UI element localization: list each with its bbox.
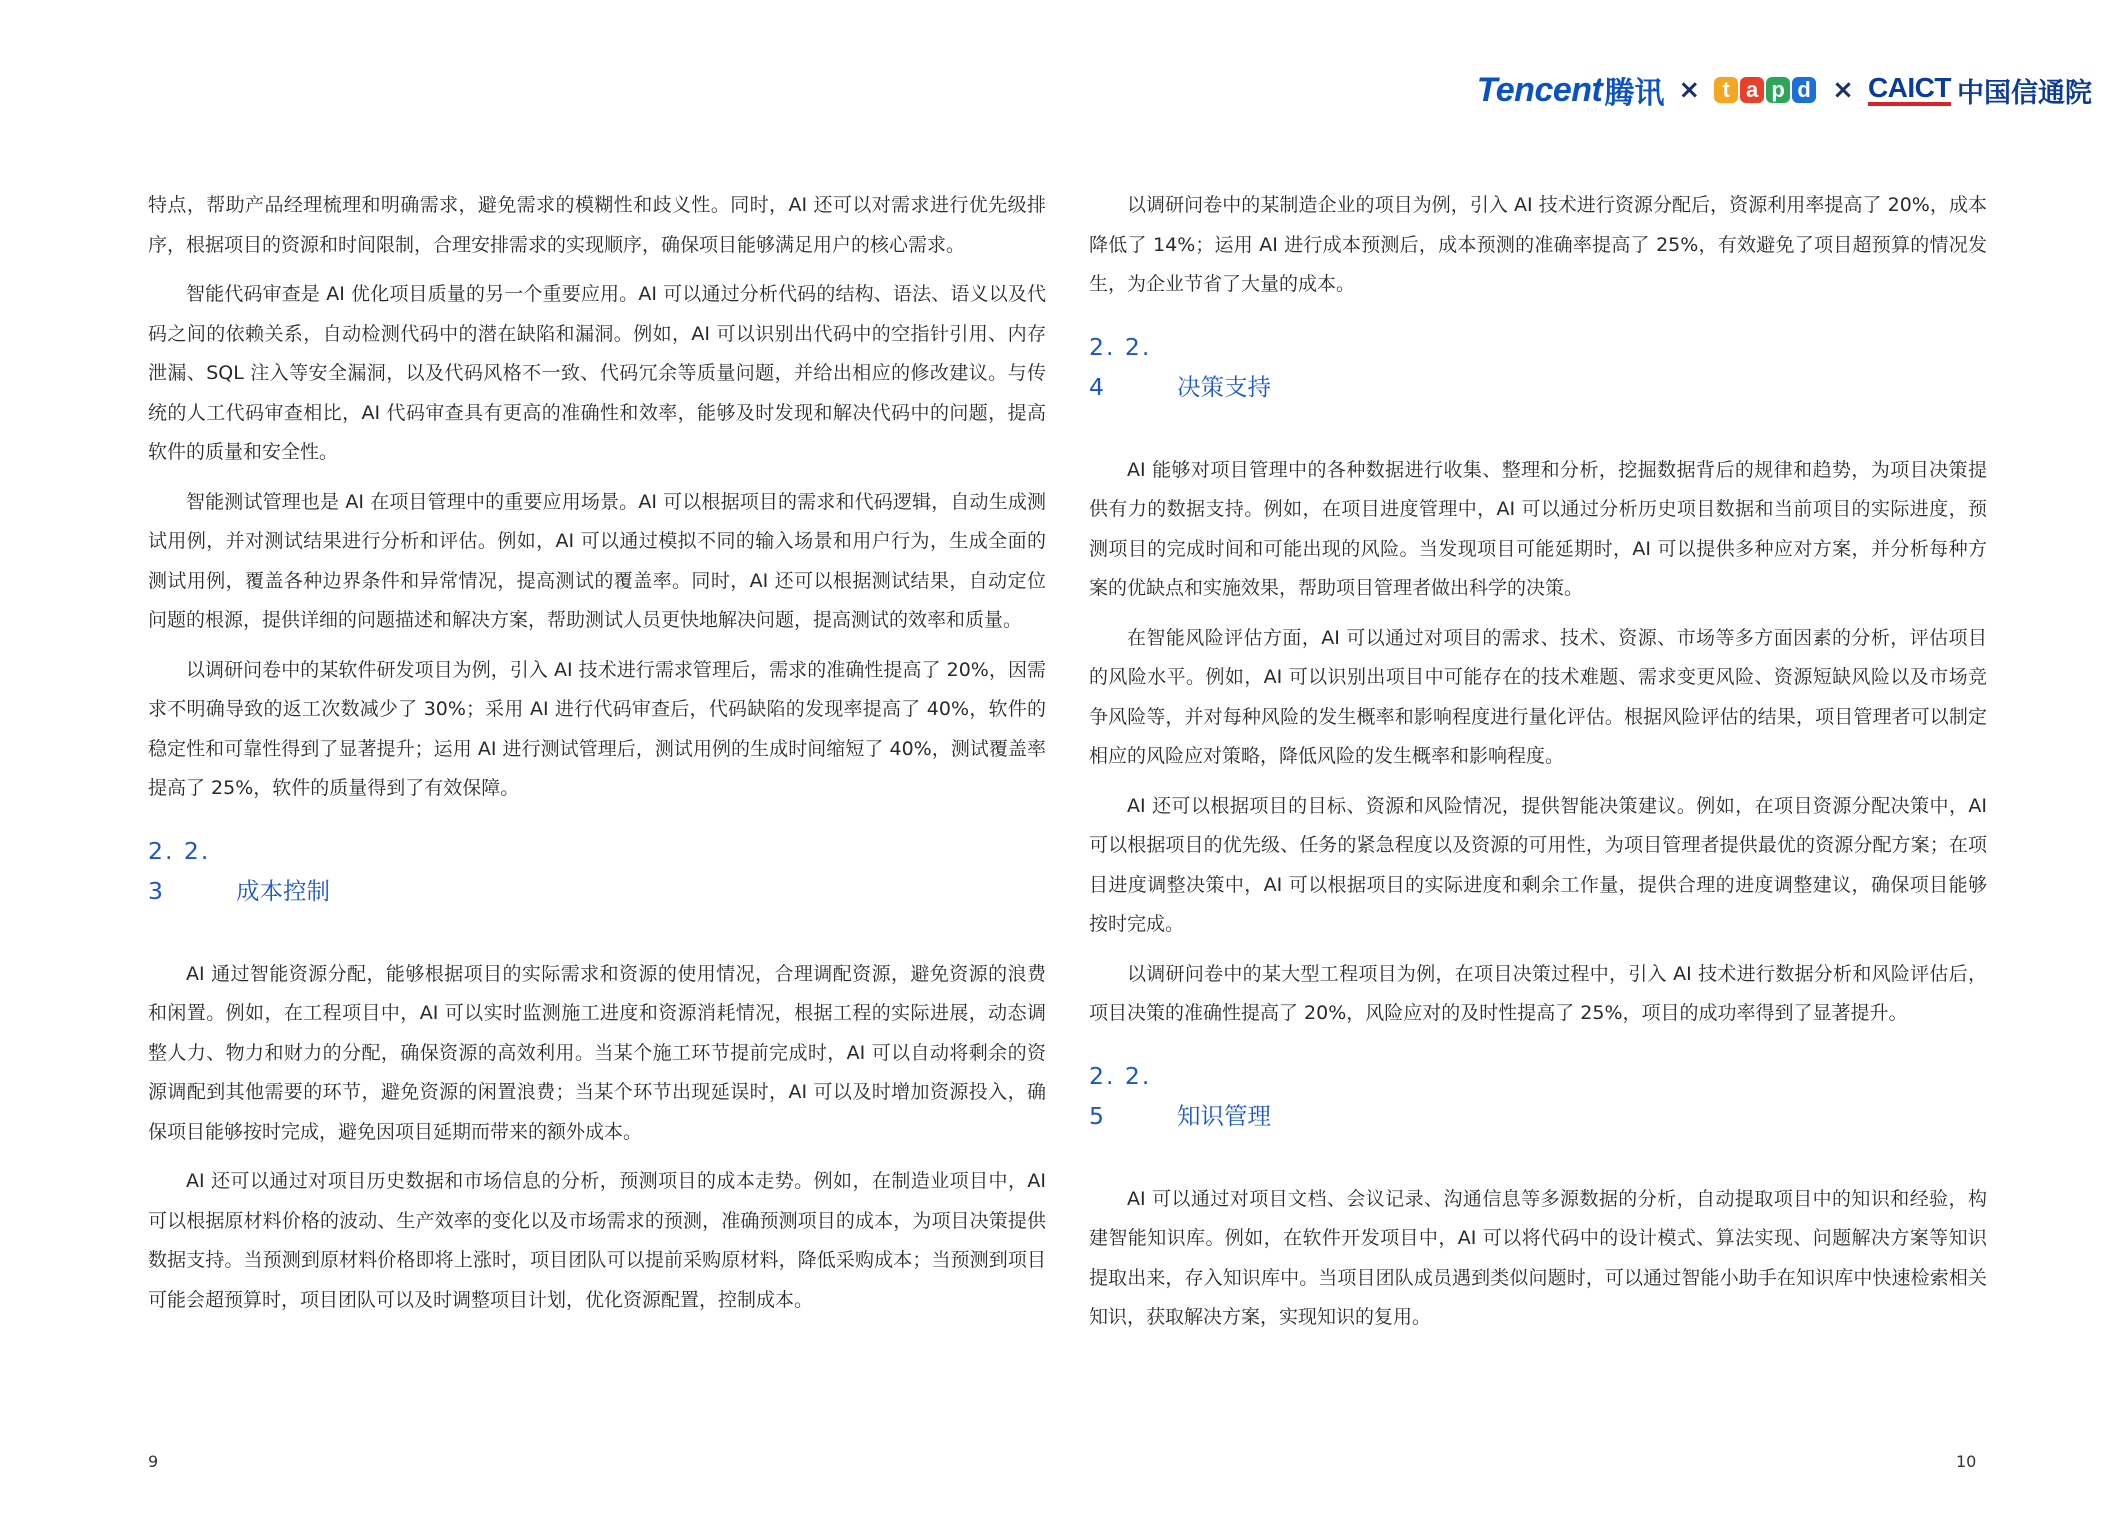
- tencent-logo-cn: 腾讯: [1604, 76, 1665, 111]
- section-heading-2-2-5: [1089, 1056, 1987, 1136]
- left-column: [148, 186, 1046, 1330]
- section-number: 2. 2. 3: [148, 836, 211, 905]
- separator-x-2: ×: [1832, 75, 1854, 105]
- section-title: 成本控制: [236, 876, 330, 905]
- caict-logo-cn: 中国信通院: [1957, 77, 2092, 109]
- section-heading-2-2-4: [1089, 327, 1987, 407]
- paragraph: 特点，帮助产品经理梳理和明确需求，避免需求的模糊性和歧义性。同时，AI 还可以对需求进行优先级排序，根据项目的资源和时间限制，合理安排需求的实现顺序，确保项目能够满足用户的核心需求。: [148, 194, 1046, 256]
- paragraph: 以调研问卷中的某软件研发项目为例，引入 AI 技术进行需求管理后，需求的准确性提高了 20%，因需求不明确导致的返工次数减少了 30%；采用 AI 进行代码审查后，代码缺陷的发现率提高了 40%，软件的稳定性和可靠性得到了显著提升；运用 AI 进行测试管理后，测试用例的生成时间缩短了 40%，测试覆盖率提高了 25%，软件的质量得到了有效保障。: [148, 658, 1046, 799]
- tapd-letter-d: d: [1792, 77, 1816, 103]
- paragraph: AI 能够对项目管理中的各种数据进行收集、整理和分析，挖掘数据背后的规律和趋势，为项目决策提供有力的数据支持。例如，在项目进度管理中，AI 可以通过分析历史项目数据和当前项目的实际进度，预测项目的完成时间和可能出现的风险。当发现项目可能延期时，AI 可以提供多种应对方案，并分析每种方案的优缺点和实施效果，帮助项目管理者做出科学的决策。: [1089, 458, 1987, 599]
- section-number: 2. 2. 5: [1089, 1061, 1152, 1130]
- page-number-right: 10: [1956, 1452, 1977, 1471]
- paragraph: 在智能风险评估方面，AI 可以通过对项目的需求、技术、资源、市场等多方面因素的分析，评估项目的风险水平。例如，AI 可以识别出项目中可能存在的技术难题、需求变更风险、资源短缺风险以及市场竞争风险等，并对每种风险的发生概率和影响程度进行量化评估。根据风险评估的结果，项目管理者可以制定相应的风险应对策略，降低风险的发生概率和影响程度。: [1089, 626, 1987, 767]
- paragraph: AI 可以通过对项目文档、会议记录、沟通信息等多源数据的分析，自动提取项目中的知识和经验，构建智能知识库。例如，在软件开发项目中，AI 可以将代码中的设计模式、算法实现、问题解决方案等知识提取出来，存入知识库中。当项目团队成员遇到类似问题时，可以通过智能小助手在知识库中快速检索相关知识，获取解决方案，实现知识的复用。: [1089, 1187, 1987, 1328]
- right-column: [1089, 186, 1987, 1348]
- section-title: 决策支持: [1177, 372, 1271, 401]
- paragraph: 以调研问卷中的某大型工程项目为例，在项目决策过程中，引入 AI 技术进行数据分析和风险评估后，项目决策的准确性提高了 20%，风险应对的及时性提高了 25%，项目的成功率得到了显著提升。: [1089, 962, 1987, 1024]
- tencent-logo: Tencent: [1476, 70, 1603, 109]
- tapd-logo: [1714, 77, 1818, 103]
- tapd-letter-a: a: [1740, 77, 1764, 103]
- section-heading-2-2-3: [148, 831, 1046, 911]
- section-title: 知识管理: [1177, 1101, 1271, 1130]
- header-logos: [1477, 68, 2092, 112]
- tapd-letter-t: t: [1714, 77, 1738, 103]
- section-number: 2. 2. 4: [1089, 332, 1152, 401]
- caict-logo: CAICT: [1868, 74, 1951, 106]
- paragraph: AI 通过智能资源分配，能够根据项目的实际需求和资源的使用情况，合理调配资源，避免资源的浪费和闲置。例如，在工程项目中，AI 可以实时监测施工进度和资源消耗情况，根据工程的实际进展，动态调整人力、物力和财力的分配，确保资源的高效利用。当某个施工环节提前完成时，AI 可以自动将剩余的资源调配到其他需要的环节，避免资源的闲置浪费；当某个环节出现延误时，AI 可以及时增加资源投入，确保项目能够按时完成，避免因项目延期而带来的额外成本。: [148, 962, 1046, 1143]
- tapd-letter-p: p: [1766, 77, 1790, 103]
- paragraph: 以调研问卷中的某制造企业的项目为例，引入 AI 技术进行资源分配后，资源利用率提高了 20%，成本降低了 14%；运用 AI 进行成本预测后，成本预测的准确率提高了 25%，有效避免了项目超预算的情况发生，为企业节省了大量的成本。: [1089, 194, 1987, 295]
- separator-x-1: ×: [1678, 75, 1701, 105]
- paragraph: AI 还可以通过对项目历史数据和市场信息的分析，预测项目的成本走势。例如，在制造业项目中，AI 可以根据原材料价格的波动、生产效率的变化以及市场需求的预测，准确预测项目的成本，为项目决策提供数据支持。当预测到原材料价格即将上涨时，项目团队可以提前采购原材料，降低采购成本；当预测到项目可能会超预算时，项目团队可以及时调整项目计划，优化资源配置，控制成本。: [148, 1170, 1046, 1311]
- paragraph: 智能代码审查是 AI 优化项目质量的另一个重要应用。AI 可以通过分析代码的结构、语法、语义以及代码之间的依赖关系，自动检测代码中的潜在缺陷和漏洞。例如，AI 可以识别出代码中的空指针引用、内存泄漏、SQL 注入等安全漏洞，以及代码风格不一致、代码冗余等质量问题，并给出相应的修改建议。与传统的人工代码审查相比，AI 代码审查具有更高的准确性和效率，能够及时发现和解决代码中的问题，提高软件的质量和安全性。: [148, 283, 1046, 463]
- page-number-left: 9: [148, 1452, 159, 1471]
- paragraph: AI 还可以根据项目的目标、资源和风险情况，提供智能决策建议。例如，在项目资源分配决策中，AI 可以根据项目的优先级、任务的紧急程度以及资源的可用性，为项目管理者提供最优的资源分配方案；在项目进度调整决策中，AI 可以根据项目的实际进度和剩余工作量，提供合理的进度调整建议，确保项目能够按时完成。: [1089, 794, 1987, 935]
- paragraph: 智能测试管理也是 AI 在项目管理中的重要应用场景。AI 可以根据项目的需求和代码逻辑，自动生成测试用例，并对测试结果进行分析和评估。例如，AI 可以通过模拟不同的输入场景和用户行为，生成全面的测试用例，覆盖各种边界条件和异常情况，提高测试的覆盖率。同时，AI 还可以根据测试结果，自动定位问题的根源，提供详细的问题描述和解决方案，帮助测试人员更快地解决问题，提高测试的效率和质量。: [148, 490, 1046, 631]
